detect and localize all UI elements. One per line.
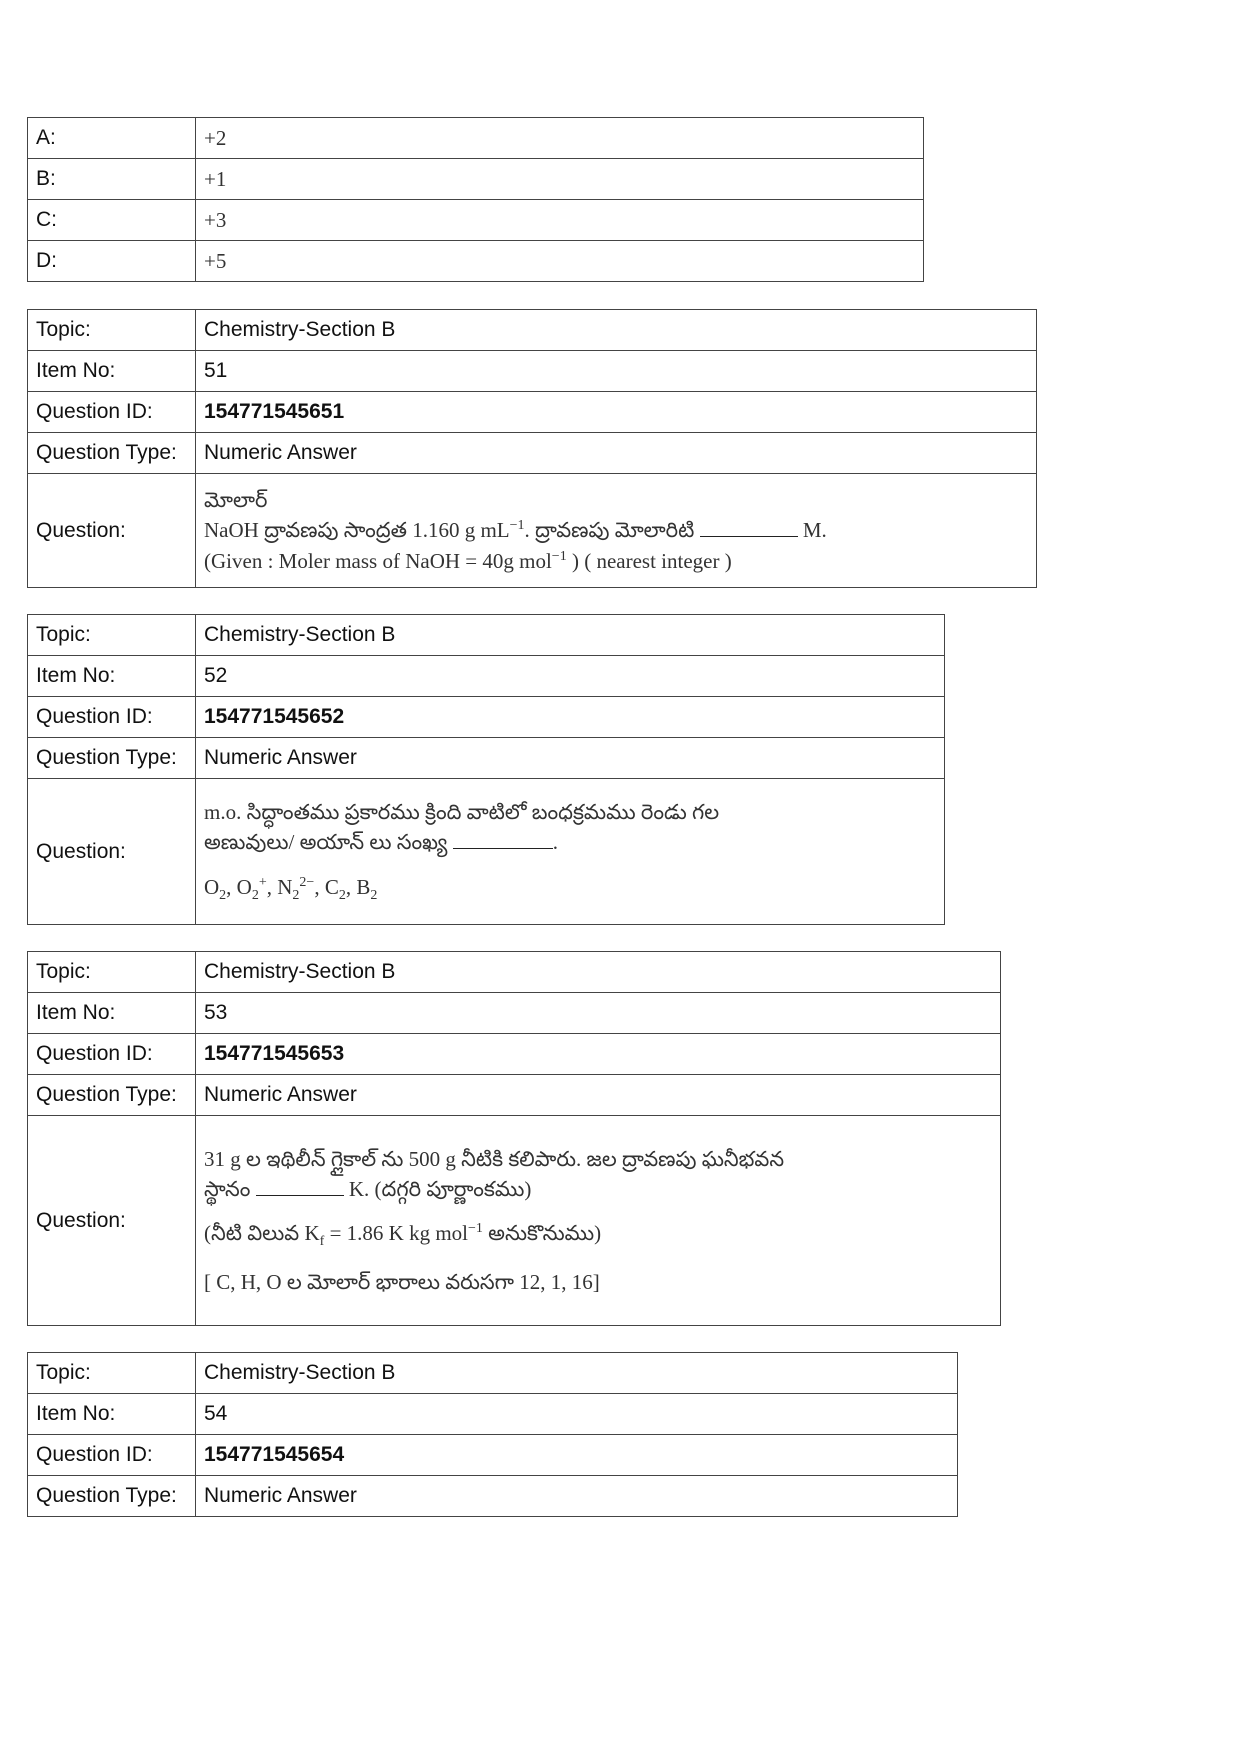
question-line [204, 1174, 992, 1204]
question-text [196, 474, 1037, 588]
question-type-label: Question Type: [28, 1476, 196, 1517]
item-no-value: 54 [196, 1394, 958, 1435]
superscript: + [258, 874, 267, 890]
question-type-value: Numeric Answer [196, 1476, 958, 1517]
subscript: 2 [292, 887, 300, 903]
question-51-table [27, 309, 1037, 588]
formula-part: C [324, 874, 339, 899]
question-id-label: Question ID: [28, 1034, 196, 1075]
question-id-value: 154771545653 [196, 1034, 1001, 1075]
item-no-label: Item No: [28, 1394, 196, 1435]
question-line [204, 546, 1028, 576]
question-id-row [28, 1435, 958, 1476]
item-no-row [28, 351, 1037, 392]
topic-value: Chemistry-Section B [196, 615, 945, 656]
formula-line [204, 872, 936, 906]
item-no-value: 51 [196, 351, 1037, 392]
question-text-part: . [552, 830, 558, 855]
option-value: +3 [196, 200, 924, 241]
question-53-table [27, 951, 1001, 1326]
superscript: −1 [468, 1221, 483, 1237]
answer-blank [256, 1194, 344, 1196]
question-id-value: 154771545654 [196, 1435, 958, 1476]
formula-part: , [314, 874, 325, 899]
option-row-a [28, 118, 924, 159]
topic-label: Topic: [28, 310, 196, 351]
topic-value: Chemistry-Section B [196, 1353, 958, 1394]
item-no-label: Item No: [28, 993, 196, 1034]
formula-part: , [226, 874, 237, 899]
question-line: m.o. సిద్ధాంతము ప్రకారము క్రింది వాటిలో బంధక్రమము రెండు గల [204, 799, 720, 824]
question-text-part: (Given : Moler mass of NaOH = 40g mol [204, 548, 552, 573]
question-text [196, 779, 945, 925]
question-type-label: Question Type: [28, 738, 196, 779]
formula-part: O [236, 874, 252, 899]
option-value: +1 [196, 159, 924, 200]
question-text-part: = 1.86 K kg mol [324, 1221, 468, 1246]
unit-text: M. [802, 518, 827, 543]
question-52-table [27, 614, 945, 925]
question-text-part: NaOH ద్రావణపు సాంద్రత 1.160 g mL [204, 518, 510, 543]
subscript: 2 [219, 887, 227, 903]
subscript: 2 [251, 887, 259, 903]
question-text-part: K. (దగ్గరి పూర్ణాంకము) [348, 1177, 532, 1202]
question-row [28, 779, 945, 925]
spacer [204, 858, 936, 872]
formula-part: B [356, 874, 371, 899]
question-line [204, 827, 936, 857]
question-id-label: Question ID: [28, 697, 196, 738]
topic-value: Chemistry-Section B [196, 310, 1037, 351]
subscript: f [319, 1234, 325, 1250]
question-id-value: 154771545652 [196, 697, 945, 738]
topic-row [28, 615, 945, 656]
item-no-row [28, 1394, 958, 1435]
formula-part: N [277, 874, 293, 899]
question-line [204, 1218, 992, 1252]
question-label: Question: [28, 1116, 196, 1326]
option-row-d [28, 241, 924, 282]
topic-label: Topic: [28, 952, 196, 993]
question-54-table [27, 1352, 958, 1517]
question-type-label: Question Type: [28, 1075, 196, 1116]
option-row-b [28, 159, 924, 200]
question-text-part: . ద్రావణపు మోలారిటి [524, 518, 695, 543]
answer-blank [453, 847, 553, 849]
question-label: Question: [28, 474, 196, 588]
question-id-value: 154771545651 [196, 392, 1037, 433]
answer-blank [700, 535, 798, 537]
question-id-label: Question ID: [28, 1435, 196, 1476]
spacer [204, 1204, 992, 1218]
question-row [28, 474, 1037, 588]
item-no-value: 52 [196, 656, 945, 697]
superscript: −1 [509, 518, 525, 534]
option-label: B: [28, 159, 196, 200]
subscript: 2 [338, 887, 346, 903]
question-label: Question: [28, 779, 196, 925]
question-type-value: Numeric Answer [196, 738, 945, 779]
question-type-value: Numeric Answer [196, 1075, 1001, 1116]
question-line: 31 g ల ఇథిలీన్ గ్లైకాల్ ను 500 g నీటికి కలిపారు. జల ద్రావణపు ఘనీభవన [204, 1146, 785, 1171]
superscript: 2− [299, 874, 315, 890]
question-text-part: ) ( nearest integer ) [571, 548, 732, 573]
question-type-label: Question Type: [28, 433, 196, 474]
item-no-row [28, 656, 945, 697]
question-type-row [28, 1075, 1001, 1116]
formula-part: O [204, 874, 220, 899]
question-line: [ C, H, O ల మోలార్ భారాలు వరుసగా 12, 1, 16] [204, 1269, 600, 1294]
option-label: C: [28, 200, 196, 241]
topic-value: Chemistry-Section B [196, 952, 1001, 993]
formula-part: , [266, 874, 278, 899]
question-type-row [28, 433, 1037, 474]
options-table [27, 117, 924, 282]
question-type-value: Numeric Answer [196, 433, 1037, 474]
topic-row [28, 1353, 958, 1394]
option-value: +2 [196, 118, 924, 159]
spacer [204, 1253, 992, 1267]
topic-label: Topic: [28, 1353, 196, 1394]
item-no-label: Item No: [28, 351, 196, 392]
option-label: A: [28, 118, 196, 159]
question-text [196, 1116, 1001, 1326]
question-id-row [28, 697, 945, 738]
question-line [204, 515, 1028, 545]
question-type-row [28, 1476, 958, 1517]
question-line: మోలార్ [204, 487, 268, 512]
topic-row [28, 310, 1037, 351]
option-row-c [28, 200, 924, 241]
question-id-row [28, 392, 1037, 433]
item-no-row [28, 993, 1001, 1034]
question-type-row [28, 738, 945, 779]
item-no-value: 53 [196, 993, 1001, 1034]
option-value: +5 [196, 241, 924, 282]
question-row [28, 1116, 1001, 1326]
subscript: 2 [370, 887, 378, 903]
topic-row [28, 952, 1001, 993]
question-id-label: Question ID: [28, 392, 196, 433]
question-text-part: స్థానం [204, 1177, 251, 1202]
question-text-part: అణువులు/ అయాన్ లు సంఖ్య [204, 830, 448, 855]
option-label: D: [28, 241, 196, 282]
topic-label: Topic: [28, 615, 196, 656]
question-text-part: అనుకొనుము) [482, 1221, 602, 1246]
item-no-label: Item No: [28, 656, 196, 697]
question-id-row [28, 1034, 1001, 1075]
formula-part: , [345, 874, 357, 899]
superscript: −1 [551, 548, 567, 564]
question-text-part: (నీటి విలువ K [204, 1221, 320, 1246]
